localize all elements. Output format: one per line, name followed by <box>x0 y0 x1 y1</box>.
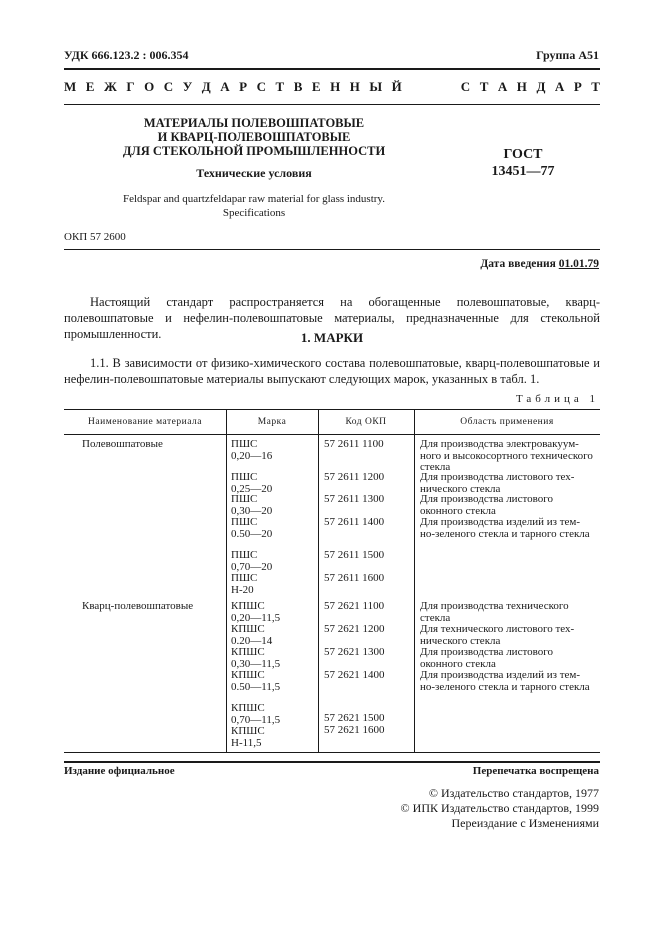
banner-letter: Ж <box>103 79 117 94</box>
banner-letter: А <box>497 79 508 94</box>
table-caption: Таблица 1 <box>515 393 599 405</box>
grade-cell: ПШС <box>231 516 258 528</box>
banner-letter: У <box>182 79 193 94</box>
okp-code-cell: 57 2621 1500 <box>324 712 385 724</box>
grade-cell: 0,30—20 <box>231 504 273 517</box>
banner-rule <box>64 104 600 105</box>
copyright-1977: © Издательство стандартов, 1977 <box>428 786 599 800</box>
english-title-line-1: Feldspar and quartzfeldapar raw material for glass industry. <box>123 193 385 205</box>
grade-cell: КПШС <box>231 623 265 635</box>
okp-code-cell: 57 2621 1100 <box>324 600 385 612</box>
paragraph-1-1: 1.1. В зависимости от физико-химического состава полевошпатовые, кварц-полевошпатовые и нефелин-полевошпатовые материалы выпускают следующих марок, указанных в табл. 1. <box>64 356 600 386</box>
banner-letter: Н <box>330 79 341 94</box>
application-cell: оконного стекла <box>420 657 496 670</box>
application-cell: стекла <box>420 611 451 624</box>
banner-letter: В <box>293 79 303 94</box>
okp-code: ОКП 57 2600 <box>64 231 126 243</box>
gost-label: ГОСТ <box>503 147 543 162</box>
application-cell: нического стекла <box>420 634 501 647</box>
group-code: Группа А51 <box>536 48 599 62</box>
footer-rule <box>64 761 600 763</box>
banner-letter: Е <box>85 79 95 94</box>
banner-letter: Н <box>349 79 360 94</box>
grade-cell: Н-20 <box>231 583 254 596</box>
grade-cell: КПШС <box>231 669 265 681</box>
title-line-3: ДЛЯ СТЕКОЛЬНОЙ ПРОМЫШЛЕННОСТИ <box>122 144 386 158</box>
application-cell: Для производства изделий из тем- <box>420 516 581 528</box>
application-cell: ного и высокосортного технического <box>420 449 593 462</box>
english-title-line-2: Specifications <box>222 207 286 219</box>
okp-code-cell: 57 2621 1600 <box>324 724 385 736</box>
okp-code-cell: 57 2621 1200 <box>324 623 385 635</box>
gost-designation <box>468 146 578 180</box>
grade-cell: КПШС <box>231 702 265 714</box>
material-name: Полевошпатовые <box>82 438 163 450</box>
grade-cell: ПШС <box>231 549 258 561</box>
banner-letter: Т <box>591 79 600 94</box>
copyright-1999: © ИПК Издательство стандартов, 1999 <box>400 801 599 815</box>
okp-code-cell: 57 2621 1300 <box>324 646 385 658</box>
okp-code-cell: 57 2611 1200 <box>324 471 385 483</box>
banner-letter: Р <box>239 79 248 94</box>
application-cell: Для производства листового тех- <box>420 471 575 483</box>
banner-letter: М <box>64 79 77 94</box>
banner-letter: Ы <box>369 79 383 94</box>
grade-cell: 0,20—16 <box>231 449 273 462</box>
okp-rule <box>64 249 600 250</box>
official-edition: Издание официальное <box>64 765 175 777</box>
banner-letter: Н <box>516 79 527 94</box>
banner-letter: Д <box>536 79 546 94</box>
intro-date-label: Дата введения <box>480 258 556 270</box>
grade-cell: 0,70—11,5 <box>231 713 281 726</box>
application-cell: нического стекла <box>420 482 501 495</box>
banner-letter: Р <box>573 79 582 94</box>
reissue-note: Переиздание с Изменениями <box>451 816 599 830</box>
banner-letter: Й <box>391 79 402 94</box>
intro-date-value: 01.01.79 <box>558 258 599 270</box>
grade-cell: ПШС <box>231 572 258 584</box>
grade-cell: 0.50—20 <box>231 527 273 540</box>
okp-code-cell: 57 2611 1500 <box>324 549 385 561</box>
grade-cell: КПШС <box>231 725 265 737</box>
table-top-rule <box>64 409 600 410</box>
grade-cell: 0.20—14 <box>231 634 273 647</box>
banner-letter: А <box>220 79 230 94</box>
table-col-divider <box>226 409 227 752</box>
grade-cell: КПШС <box>231 646 265 658</box>
okp-code-cell: 57 2611 1400 <box>324 516 385 528</box>
section-1-heading: 1. МАРКИ <box>300 330 364 345</box>
application-cell: Для производства электровакуум- <box>420 438 579 450</box>
table-col-divider <box>318 409 319 752</box>
material-name: Кварц-полевошпатовые <box>82 600 194 612</box>
application-cell: Для производства изделий из тем- <box>420 669 581 681</box>
application-cell: стекла <box>420 461 451 473</box>
english-title <box>64 192 444 220</box>
application-cell: Для технического листового тех- <box>420 623 575 635</box>
table-bottom-rule <box>64 752 600 753</box>
header-application: Область применения <box>460 417 554 427</box>
reprint-prohibited: Перепечатка воспрещена <box>472 765 599 777</box>
okp-code-cell: 57 2621 1400 <box>324 669 385 681</box>
grade-cell: 0,20—11,5 <box>231 611 281 624</box>
header-okp-code: Код ОКП <box>345 417 387 427</box>
grade-cell: КПШС <box>231 600 265 612</box>
interstate-standard-banner <box>64 76 600 98</box>
application-cell: Для производства листового <box>420 493 553 505</box>
table-col-divider <box>414 409 415 752</box>
okp-code-cell: 57 2611 1300 <box>324 493 385 505</box>
grade-cell: 0.50—11,5 <box>231 680 281 693</box>
banner-letter: Т <box>275 79 285 94</box>
grade-cell: 0,30—11,5 <box>231 657 281 670</box>
banner-letter: Г <box>126 79 135 94</box>
banner-letter: Е <box>311 79 321 94</box>
title-line-2: И КВАРЦ-ПОЛЕВОШПАТОВЫЕ <box>157 130 351 144</box>
application-cell: но-зеленого стекла и тарного стекла <box>420 527 590 540</box>
application-cell: Для производства технического <box>420 600 569 612</box>
title-line-1: МАТЕРИАЛЫ ПОЛЕВОШПАТОВЫЕ <box>143 116 365 130</box>
grade-cell: ПШС <box>231 493 258 505</box>
grade-cell: ПШС <box>231 438 258 450</box>
gost-number: 13451—77 <box>491 164 555 179</box>
okp-code-cell: 57 2611 1600 <box>324 572 385 584</box>
banner-letter: Д <box>201 79 211 94</box>
top-rule <box>64 68 600 70</box>
grade-cell: Н-11,5 <box>231 736 262 749</box>
intro-paragraph: Настоящий стандарт распространяется на обогащенные полевошпатовые, кварц-полевошпатовые и нефелин-полевошпатовые материалы, предназначенные для стекольной промышленности. <box>64 295 600 341</box>
grade-cell: 0,25—20 <box>231 482 273 495</box>
grade-cell: 0,70—20 <box>231 560 273 573</box>
header-grade: Марка <box>257 417 287 427</box>
banner-letter: С <box>163 79 174 94</box>
application-cell: Для производства листового <box>420 646 553 658</box>
application-cell: но-зеленого стекла и тарного стекла <box>420 680 590 693</box>
header-material: Наименование материала <box>88 417 202 427</box>
table-header-rule <box>64 434 600 435</box>
banner-letter: С <box>256 79 266 94</box>
okp-code-cell: 57 2611 1100 <box>324 438 384 450</box>
application-cell: оконного стекла <box>420 504 496 517</box>
intro-date <box>480 258 599 270</box>
banner-letter: Т <box>479 79 489 94</box>
grade-cell: ПШС <box>231 471 258 483</box>
banner-letter: О <box>144 79 155 94</box>
banner-letter: А <box>554 79 565 94</box>
banner-letter: С <box>460 79 471 94</box>
udk-code: УДК 666.123.2 : 006.354 <box>64 48 189 62</box>
document-title <box>64 116 444 158</box>
document-subtitle: Технические условия <box>196 166 312 180</box>
